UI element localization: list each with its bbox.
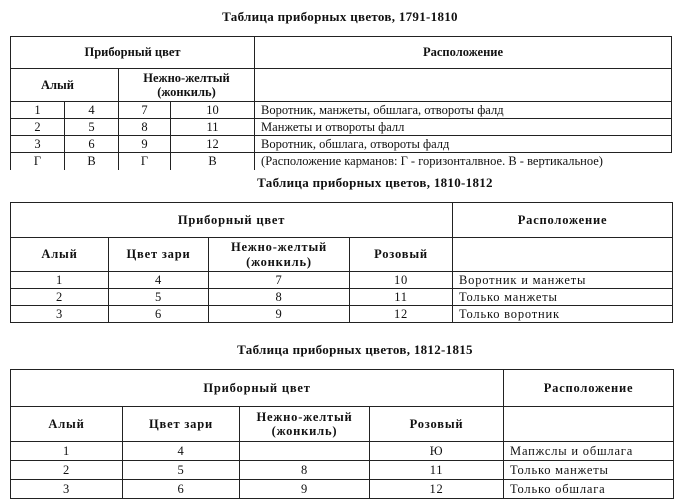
cell: 7 — [119, 102, 171, 119]
cell — [240, 442, 370, 461]
facing-colors-table-1810-1812 — [10, 202, 673, 323]
table-row — [11, 102, 672, 119]
location-cell: (Расположение карманов: Г - горизонталвное. В - вертикальное) — [255, 153, 672, 170]
subheader-jonquil: Нежно-желтый (жонкиль) — [209, 238, 350, 272]
cell: 5 — [123, 461, 240, 480]
cell: 11 — [350, 289, 453, 306]
table-row — [11, 272, 673, 289]
header-location: Расположение — [453, 203, 673, 238]
subheader-jonquil: Нежно-желтый (жонкиль) — [119, 69, 255, 102]
header-location: Расположение — [504, 370, 674, 407]
cell: 11 — [171, 119, 255, 136]
cell: 12 — [171, 136, 255, 153]
cell: 4 — [65, 102, 119, 119]
cell: 9 — [119, 136, 171, 153]
cell: 5 — [65, 119, 119, 136]
table-title-1791-1810: Таблица приборных цветов, 1791-1810 — [222, 9, 458, 24]
facing-colors-table-1812-1815 — [10, 369, 674, 499]
cell: 1 — [11, 102, 65, 119]
cell: Г — [11, 153, 65, 170]
header-facing-color: Приборный цвет — [11, 37, 255, 69]
cell: 4 — [109, 272, 209, 289]
cell: В — [171, 153, 255, 170]
table-row — [11, 119, 672, 136]
cell: 1 — [11, 272, 109, 289]
cell: 6 — [109, 306, 209, 323]
cell: 2 — [11, 119, 65, 136]
cell: Г — [119, 153, 171, 170]
cell: 12 — [370, 480, 504, 499]
header-location: Расположение — [255, 37, 672, 69]
subheader-pink: Розовый — [370, 407, 504, 442]
location-cell: Воротник, манжеты, обшлага, отвороты фалд — [255, 102, 672, 119]
cell: 2 — [11, 289, 109, 306]
cell: 12 — [350, 306, 453, 323]
subheader-scarlet: Алый — [11, 407, 123, 442]
cell: 10 — [171, 102, 255, 119]
cell: 11 — [370, 461, 504, 480]
subheader-location-empty — [255, 69, 672, 102]
location-cell: Мапжслы и обшлага — [504, 442, 674, 461]
cell: 1 — [11, 442, 123, 461]
location-cell: Только обшлага — [504, 480, 674, 499]
cell: 3 — [11, 136, 65, 153]
subheader-dawn-color: Цвет зари — [123, 407, 240, 442]
location-cell: Только манжеты — [504, 461, 674, 480]
facing-colors-table-1791-1810 — [10, 36, 672, 170]
cell: 7 — [209, 272, 350, 289]
location-cell: Только воротник — [453, 306, 673, 323]
subheader-jonquil: Нежно-желтый (жонкиль) — [240, 407, 370, 442]
location-cell: Воротник и манжеты — [453, 272, 673, 289]
table-row — [11, 306, 673, 323]
table-row — [11, 136, 672, 153]
subheader-dawn-color: Цвет зари — [109, 238, 209, 272]
cell: Ю — [370, 442, 504, 461]
cell: 6 — [65, 136, 119, 153]
location-cell: Воротник, обшлага, отвороты фалд — [255, 136, 672, 153]
cell: 3 — [11, 480, 123, 499]
cell: 4 — [123, 442, 240, 461]
cell: 10 — [350, 272, 453, 289]
table-row — [11, 461, 674, 480]
table-row — [11, 289, 673, 306]
subheader-location-empty — [504, 407, 674, 442]
location-cell: Только манжеты — [453, 289, 673, 306]
table-title-1810-1812: Таблица приборных цветов, 1810-1812 — [257, 175, 493, 190]
subheader-pink: Розовый — [350, 238, 453, 272]
cell: 8 — [209, 289, 350, 306]
table-title-1812-1815: Таблица приборных цветов, 1812-1815 — [237, 342, 473, 357]
cell: 8 — [240, 461, 370, 480]
header-facing-color: Приборный цвет — [11, 203, 453, 238]
cell: 9 — [240, 480, 370, 499]
cell: 9 — [209, 306, 350, 323]
subheader-scarlet: Алый — [11, 69, 119, 102]
subheader-location-empty — [453, 238, 673, 272]
table-row — [11, 480, 674, 499]
header-facing-color: Приборный цвет — [11, 370, 504, 407]
cell: 8 — [119, 119, 171, 136]
location-cell: Манжеты и отвороты фалл — [255, 119, 672, 136]
cell: 2 — [11, 461, 123, 480]
cell: В — [65, 153, 119, 170]
cell: 6 — [123, 480, 240, 499]
subheader-scarlet: Алый — [11, 238, 109, 272]
table-row — [11, 153, 672, 170]
table-row — [11, 442, 674, 461]
cell: 3 — [11, 306, 109, 323]
cell: 5 — [109, 289, 209, 306]
